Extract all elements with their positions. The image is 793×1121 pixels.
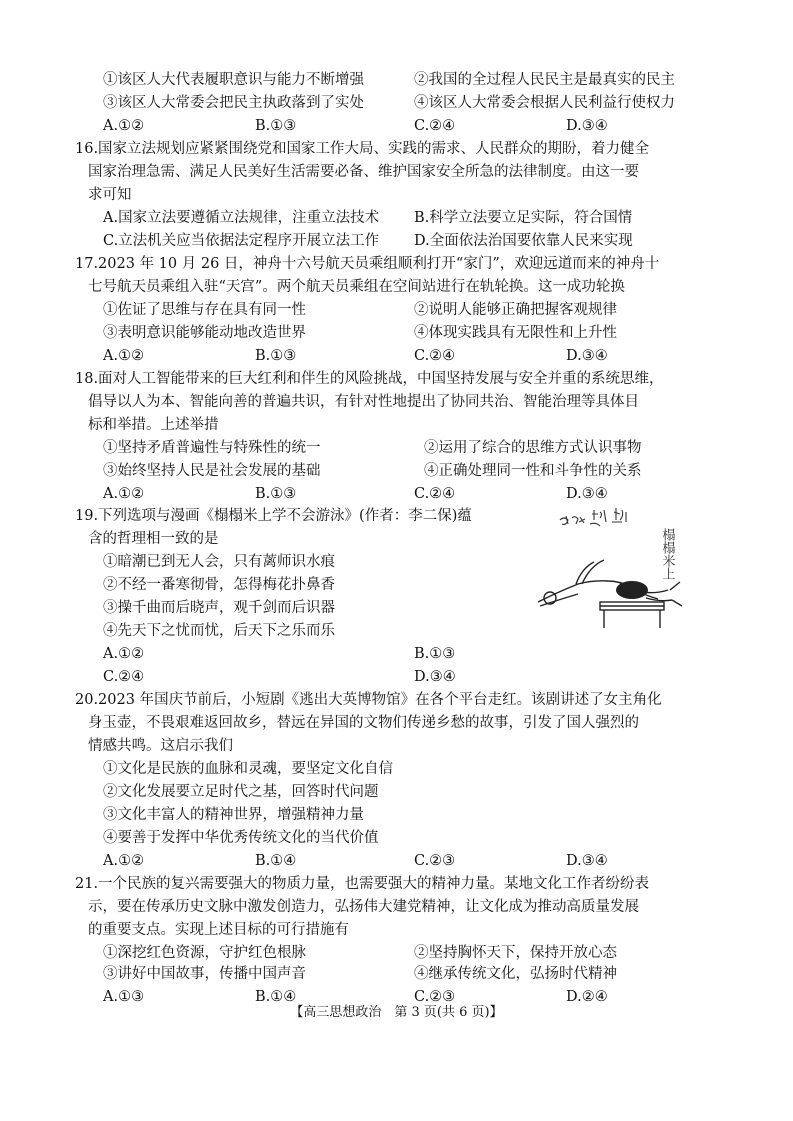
tatami-bench <box>600 602 664 628</box>
choice-a: A.①② <box>103 348 145 364</box>
choice-a: A.①② <box>103 486 145 502</box>
option-text: ②不经一番寒彻骨，怎得梅花扑鼻香 <box>103 577 335 593</box>
choice-c: C.②③ <box>414 989 456 1005</box>
question-16-stem: 国家治理急需、满足人民美好生活需要必备、维护国家安全所急的法律制度。由这一要 <box>88 164 639 180</box>
choice-d: D.全面依法治国要依靠人民来实现 <box>414 233 633 249</box>
choice-d: D.②④ <box>566 989 608 1005</box>
choice-c: C.②③ <box>414 853 456 869</box>
choice-b: B.①④ <box>255 989 297 1005</box>
choice-d: D.③④ <box>566 118 608 134</box>
option-text: ④体现实践具有无限性和上升性 <box>414 325 617 341</box>
choice-d: D.③④ <box>566 853 608 869</box>
option-text: ④要善于发挥中华优秀传统文化的当代价值 <box>103 830 379 846</box>
option-text: ③文化丰富人的精神世界，增强精神力量 <box>103 807 364 823</box>
choice-a: A.①③ <box>103 989 145 1005</box>
question-16-stem: 求可知 <box>88 187 132 203</box>
option-text: ③表明意识能够能动地改造世界 <box>103 325 306 341</box>
choice-a: A.①② <box>103 853 145 869</box>
option-text: ②坚持胸怀天下，保持开放心态 <box>414 945 617 961</box>
choice-c: C.立法机关应当依据法定程序开展立法工作 <box>103 233 380 249</box>
choice-d: D.③④ <box>566 486 608 502</box>
option-text: ①坚持矛盾普遍性与特殊性的统一 <box>103 440 321 456</box>
choice-c: C.②④ <box>414 486 456 502</box>
option-text: ③该区人大常委会把民主执政落到了实处 <box>103 95 364 111</box>
choice-b: B.科学立法要立足实际，符合国情 <box>414 210 633 226</box>
choice-c: C.②④ <box>414 348 456 364</box>
question-20-stem: 20.2023 年国庆节前后，小短剧《逃出大英博物馆》在各个平台走红。该剧讲述了女主角化 <box>75 692 662 708</box>
choice-d: D.③④ <box>566 348 608 364</box>
choice-c: C.②④ <box>103 669 145 685</box>
question-16-stem: 16.国家立法规划应紧紧围绕党和国家工作大局、实践的需求、人民群众的期盼，着力健全 <box>75 141 650 157</box>
choice-b: B.①④ <box>255 853 297 869</box>
option-text: ①暗潮已到无人会，只有蓠师识水痕 <box>103 554 335 570</box>
cartoon-illustration <box>530 506 698 644</box>
question-19-stem: 含的哲理相一致的是 <box>88 531 219 547</box>
choice-a: A.①② <box>103 118 145 134</box>
question-17-stem: 七号航天员乘组入驻“天宫”。两个航天员乘组在空间站进行在轨轮换。这一成功轮换 <box>88 279 625 295</box>
option-text: ③始终坚持人民是社会发展的基础 <box>103 463 321 479</box>
question-21-stem: 21.一个民族的复兴需要强大的物质力量，也需要强大的精神力量。某地文化工作者纷纷表 <box>75 876 650 892</box>
question-17-stem: 17.2023 年 10 月 26 日，神舟十六号航天员乘组顺利打开“家门”，欢迎远道而来的神舟十 <box>75 256 660 272</box>
question-21-stem: 的重要支点。实现上述目标的可行措施有 <box>88 922 349 938</box>
option-text: ①文化是民族的血脉和灵魂，要坚定文化自信 <box>103 761 393 777</box>
choice-b: B.①③ <box>255 118 297 134</box>
option-text: ④先天下之忧而忧，后天下之乐而乐 <box>103 623 335 639</box>
question-18-stem: 18.面对人工智能带来的巨大红利和伴生的风险挑战，中国坚持发展与安全并重的系统思维， <box>75 371 664 387</box>
choice-c: C.②④ <box>414 118 456 134</box>
question-21-stem: 示，要在传承历史文脉中激发创造力，弘扬伟大建党精神，让文化成为推动高质量发展 <box>88 899 639 915</box>
option-text: ③操千曲而后晓声，观千剑而后识器 <box>103 600 335 616</box>
option-text: ④该区人大常委会根据人民利益行使权力 <box>414 95 675 111</box>
option-text: ④正确处理同一性和斗争性的关系 <box>424 463 642 479</box>
choice-b: B.①③ <box>414 646 456 662</box>
choice-b: B.①③ <box>255 348 297 364</box>
option-text: ③讲好中国故事，传播中国声音 <box>103 966 306 982</box>
option-text: ①佐证了思维与存在具有同一性 <box>103 302 306 318</box>
option-text: ②我国的全过程人民民主是最真实的民主 <box>414 72 675 88</box>
option-text: ②运用了综合的思维方式认识事物 <box>424 440 642 456</box>
choice-b: B.①③ <box>255 486 297 502</box>
choice-a: A.国家立法要遵循立法规律，注重立法技术 <box>103 210 380 226</box>
option-text: ②说明人能够正确把握客观规律 <box>414 302 617 318</box>
choice-a: A.①② <box>103 646 145 662</box>
option-text: ④继承传统文化，弘扬时代精神 <box>414 966 617 982</box>
question-20-stem: 身玉壶，不畏艰难返回故乡，替远在异国的文物们传递乡愁的故事，引发了国人强烈的 <box>88 715 639 731</box>
option-text: ②文化发展要立足时代之基，回答时代问题 <box>103 784 379 800</box>
question-19-stem: 19.下列选项与漫画《榻榻米上学不会游泳》(作者：李二保)蕴 <box>75 508 472 524</box>
question-18-stem: 标和举措。上述举措 <box>88 417 219 433</box>
option-text: ①该区人大代表履职意识与能力不断增强 <box>103 72 364 88</box>
page-footer: 【高三思想政治 第 3 页(共 6 页)】 <box>290 1005 503 1020</box>
question-18-stem: 倡导以人为本、智能向善的普遍共识，有针对性地提出了协同共治、智能治理等具体目 <box>88 394 639 410</box>
option-text: ①深挖红色资源，守护红色根脉 <box>103 945 306 961</box>
swimsuit-shape <box>616 581 648 599</box>
choice-d: D.③④ <box>414 669 456 685</box>
cartoon-handwriting <box>560 508 626 526</box>
cartoon-title: 榻榻米上 <box>659 528 675 580</box>
question-20-stem: 情感共鸣。这启示我们 <box>88 738 233 754</box>
